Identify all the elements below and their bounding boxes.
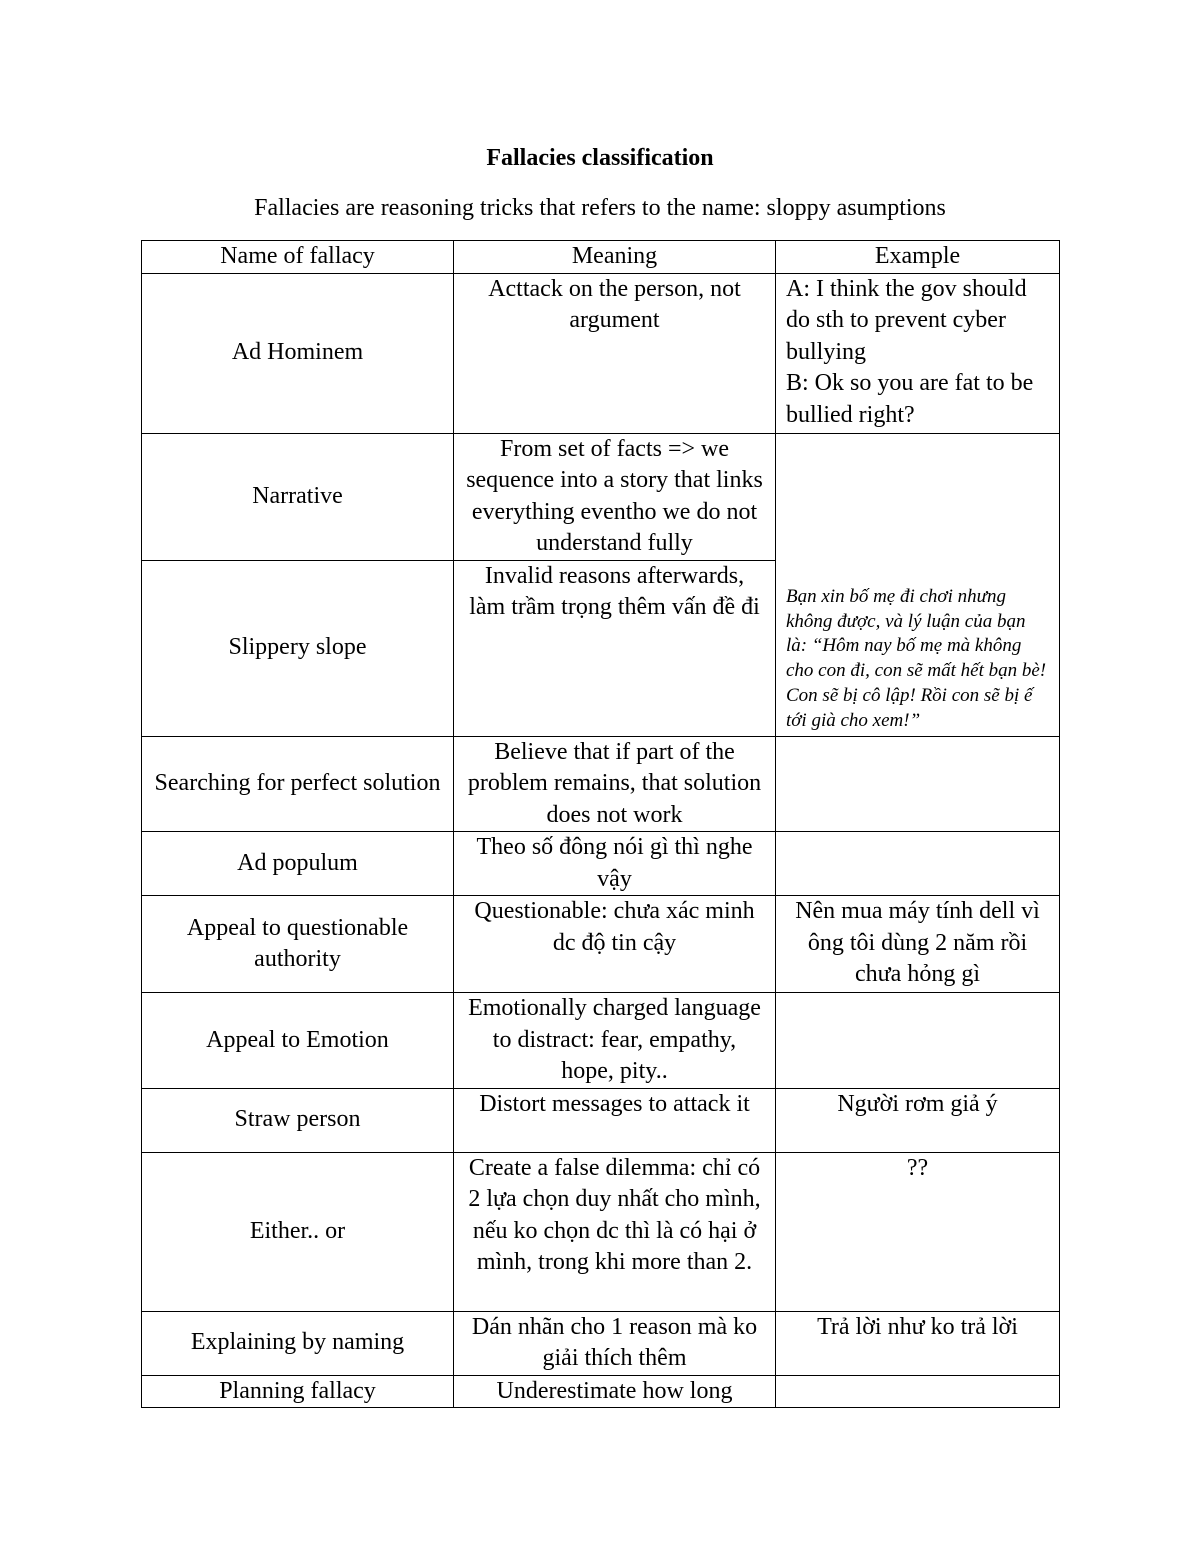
fallacy-meaning: Theo số đông nói gì thì nghe vậy: [454, 832, 776, 896]
fallacy-example: [776, 273, 1060, 433]
fallacy-example: ??: [776, 1152, 1060, 1311]
fallacy-name: Either.. or: [142, 1152, 454, 1311]
header-example: Example: [776, 241, 1060, 274]
fallacy-name: Narrative: [142, 433, 454, 560]
fallacy-name: Ad Hominem: [142, 273, 454, 433]
table-row: [142, 433, 1060, 560]
fallacy-name: Slippery slope: [142, 560, 454, 736]
fallacy-name: Searching for perfect solution: [142, 736, 454, 832]
table-header-row: [142, 241, 1060, 274]
fallacy-meaning: Create a false dilemma: chỉ có 2 lựa chọn duy nhất cho mình, nếu ko chọn dc thì là có hại ở mình, trong khi more than 2.: [454, 1152, 776, 1311]
table-row: [142, 993, 1060, 1089]
fallacy-name: Ad populum: [142, 832, 454, 896]
table-row: [142, 832, 1060, 896]
table-row: [142, 736, 1060, 832]
table-row: [142, 1311, 1060, 1375]
fallacy-name: Appeal to Emotion: [142, 993, 454, 1089]
fallacy-meaning: From set of facts => we sequence into a story that links everything eventho we do not understand fully: [454, 433, 776, 560]
page-subtitle: Fallacies are reasoning tricks that refers to the name: sloppy asumptions: [254, 195, 946, 221]
table-row: [142, 273, 1060, 433]
fallacy-meaning: Believe that if part of the problem remains, that solution does not work: [454, 736, 776, 832]
fallacy-example: [776, 736, 1060, 832]
header-name: Name of fallacy: [142, 241, 454, 274]
fallacy-meaning: Invalid reasons afterwards, làm trầm trọng thêm vấn đề đi: [454, 560, 776, 736]
example-line: B: Ok so you are fat to be bullied right?: [786, 370, 1034, 428]
table-row: [142, 896, 1060, 993]
fallacies-table: [141, 240, 1060, 1408]
fallacy-name: Explaining by naming: [142, 1311, 454, 1375]
table-row: [142, 1088, 1060, 1152]
fallacy-example: [776, 832, 1060, 896]
fallacy-meaning: Emotionally charged language to distract: fear, empathy, hope, pity..: [454, 993, 776, 1089]
fallacy-example: [776, 993, 1060, 1089]
example-line: A: I think the gov should do sth to prevent cyber bullying: [786, 275, 1027, 365]
fallacy-example: [776, 1375, 1060, 1408]
fallacy-example: Bạn xin bố mẹ đi chơi nhưng không được, và lý luận của bạn là: “Hôm nay bố mẹ mà không cho con đi, con sẽ mất hết bạn bè! Con sẽ bị cô lập! Rồi con sẽ bị ế tới già cho xem!”: [786, 585, 1047, 731]
fallacy-meaning: Acttack on the person, not argument: [454, 273, 776, 433]
header-meaning: Meaning: [454, 241, 776, 274]
table-row: [142, 1375, 1060, 1408]
fallacy-name: Planning fallacy: [142, 1375, 454, 1408]
fallacy-example: Trả lời như ko trả lời: [776, 1311, 1060, 1375]
fallacy-example-merged: [776, 433, 1060, 736]
table-row: [142, 1152, 1060, 1311]
fallacy-meaning: Questionable: chưa xác minh dc độ tin cậy: [454, 896, 776, 993]
fallacy-meaning: Distort messages to attack it: [454, 1088, 776, 1152]
page-title: Fallacies classification: [486, 145, 714, 171]
fallacy-example: Nên mua máy tính dell vì ông tôi dùng 2 năm rồi chưa hỏng gì: [776, 896, 1060, 993]
fallacy-meaning: Dán nhãn cho 1 reason mà ko giải thích thêm: [454, 1311, 776, 1375]
fallacy-name: Straw person: [142, 1088, 454, 1152]
fallacy-name: Appeal to questionable authority: [142, 896, 454, 993]
fallacy-meaning: Underestimate how long: [454, 1375, 776, 1408]
fallacy-example: Người rơm giả ý: [776, 1088, 1060, 1152]
